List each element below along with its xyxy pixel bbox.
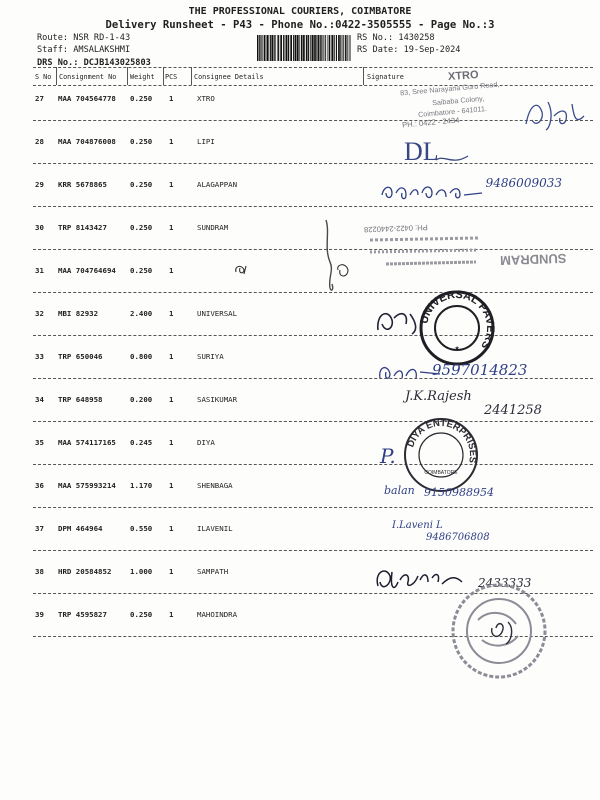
row-sno: 34 [35,395,44,404]
rs-date: RS Date: 19-Sep-2024 [357,45,461,55]
row-sno: 35 [35,438,44,447]
barcode-bar [274,35,275,61]
barcode-bar [343,35,344,61]
barcode-bar [285,35,286,61]
handwriting-row34-name: J.K.Rajesh [405,389,472,404]
barcode-bar [261,35,262,61]
row-divider [33,249,593,250]
col-header-consignee: Consignee Details [194,73,264,81]
row-divider [33,163,593,164]
barcode-bar [314,35,316,61]
col-header-signature: Signature [367,73,404,81]
barcode-bar [301,35,303,61]
route-label: Route: NSR RD-1-43 [37,33,131,43]
xtro-stamp-line1: 83, Sree Narayana Guru Road, [399,79,500,98]
row-pcs: 1 [169,223,174,232]
barcode-bar [331,35,333,61]
barcode-bar [346,35,347,61]
drs-number: DRS No.: DCJB143025803 [37,58,151,68]
svg-text:★: ★ [454,343,460,352]
mark-row31-b [334,262,352,280]
row-sno: 31 [35,266,44,275]
barcode-bar [329,35,331,61]
round-seal-stamp [448,580,550,682]
row-pcs: 1 [169,481,174,490]
mark-row31 [232,262,252,276]
barcode-bar [275,35,276,61]
handwriting-row37-name: I.Laveni L [392,520,443,531]
svg-text:UNIVERSAL PAVERS [418,289,496,351]
row-consignee: SHENBAGA [197,481,233,490]
row-weight: 0.550 [130,524,153,533]
row-consignment: MBI 82932 [58,309,99,318]
handwriting-row28: DL [404,137,439,166]
row-divider [33,550,593,551]
barcode-bar [310,35,311,61]
barcode-bar [316,35,317,61]
barcode-bar [280,35,282,61]
handwriting-row33: 9597014823 [432,361,528,379]
col-sep [163,67,164,85]
row-consignee: ALAGAPPAN [197,180,238,189]
col-header-pcs: PCS [165,73,178,81]
row-divider [33,335,593,336]
row-weight: 0.200 [130,395,153,404]
row-consignee: ILAVENIL [197,524,233,533]
row-consignment: MAA 704876008 [58,137,116,146]
row-consignee: SASIKUMAR [197,395,238,404]
row-pcs: 1 [169,438,174,447]
handwriting-row36-name: balan [384,484,415,497]
barcode-bar [299,35,300,61]
xtro-stamp-phone: PH.: 0422 - 2434 [401,115,460,130]
row-consignment: TRP 650046 [58,352,103,361]
row-consignment: MAA 704764694 [58,266,116,275]
universal-stamp-text: UNIVERSAL PAVERS [418,288,497,352]
handwriting-row38-number: 2433333 [478,576,532,590]
barcode-bar [334,35,335,61]
row-divider [33,464,593,465]
row-consignment: MAA 575993214 [58,481,116,490]
barcode-bar [325,35,326,61]
row-consignee: DIYA [197,438,215,447]
row-consignment: HRD 20584852 [58,567,112,576]
row-divider [33,507,593,508]
row-sno: 37 [35,524,44,533]
row-consignment: TRP 8143427 [58,223,107,232]
barcode-bar [321,35,322,61]
row-weight: 0.800 [130,352,153,361]
row-sno: 33 [35,352,44,361]
row-divider [33,292,593,293]
col-header-sno: S No [35,73,52,81]
sundram-stamp-name: SUNDRAM [499,250,567,269]
col-sep [127,67,128,85]
handwriting-row29: 9486009033 [485,176,562,190]
row-consignee: XTRO [197,94,215,103]
signature-row30-stroke [318,218,340,298]
row-weight: 0.250 [130,223,153,232]
barcode-bar [270,35,271,61]
staff-label: Staff: AMSALAKSHMI [37,45,131,55]
row-pcs: 1 [169,94,174,103]
rs-number: RS No.: 1430258 [357,33,435,43]
barcode [257,35,351,61]
barcode-bar [288,35,290,61]
row-pcs: 1 [169,567,174,576]
row-weight: 0.245 [130,438,153,447]
sundram-stamp-lines [366,230,486,280]
signature-row29 [378,181,488,203]
row-weight: 0.250 [130,266,153,275]
row-sno: 30 [35,223,44,232]
barcode-bar [297,35,299,61]
barcode-bar [308,35,309,61]
barcode-bar [283,35,284,61]
barcode-bar [312,35,314,61]
barcode-bar [260,35,261,61]
barcode-bar [259,35,260,61]
row-consignee: SUNDRAM [197,223,229,232]
col-sep [191,67,192,85]
barcode-bar [267,35,269,61]
handwriting-row35: P. [380,444,396,468]
diya-enterprises-stamp [400,416,482,494]
row-consignee: SAMPATH [197,567,229,576]
row-divider [33,421,593,422]
handwriting-row37-number: 9486706808 [426,532,490,543]
row-pcs: 1 [169,395,174,404]
row-consignee: MAHOINDRA [197,610,238,619]
row-divider [33,206,593,207]
row-pcs: 1 [169,180,174,189]
signature-row27 [520,94,592,136]
header-rule-bottom [33,85,593,86]
svg-text:DIYA ENTERPRISES [405,418,478,464]
row-weight: 0.250 [130,137,153,146]
col-header-weight: Weight [130,73,155,81]
barcode-bar [257,35,258,61]
row-pcs: 1 [169,137,174,146]
row-consignment: TRP 4595827 [58,610,107,619]
barcode-bar [349,35,350,61]
header-rule-top [33,67,593,68]
barcode-bar [266,35,267,61]
xtro-stamp-line3: Coimbatore - 641011. [417,104,488,119]
col-sep [363,67,364,85]
sundram-stamp-phone: PH: 0422-2440228 [363,222,428,235]
barcode-bar [303,35,305,61]
row-weight: 1.000 [130,567,153,576]
row-consignment: KRR 5678865 [58,180,107,189]
barcode-bar [345,35,346,61]
xtro-stamp-name: XTRO [447,68,479,84]
barcode-bar [336,35,337,61]
row-sno: 36 [35,481,44,490]
row-weight: 0.250 [130,94,153,103]
barcode-bar [295,35,297,61]
row-pcs: 1 [169,610,174,619]
universal-pavers-stamp [412,288,502,368]
row-pcs: 1 [169,266,174,275]
diya-stamp-text: DIYA ENTERPRISES [405,417,479,464]
barcode-bar [271,35,273,61]
row-weight: 0.250 [130,180,153,189]
row-divider [33,120,593,121]
row-sno: 27 [35,94,44,103]
row-sno: 38 [35,567,44,576]
xtro-stamp-line2: Saibaba Colony, [431,93,485,108]
row-consignment: DPM 464964 [58,524,103,533]
signature-row28-tail [434,150,470,170]
barcode-bar [277,35,278,61]
barcode-bar [293,35,294,61]
row-pcs: 1 [169,352,174,361]
barcode-bar [306,35,308,61]
barcode-bar [327,35,328,61]
row-consignment: MAA 704564778 [58,94,116,103]
row-sno: 39 [35,610,44,619]
row-consignment: MAA 574117165 [58,438,116,447]
row-sno: 32 [35,309,44,318]
barcode-bar [286,35,287,61]
barcode-bar [338,35,340,61]
col-header-consignment: Consignment No [59,73,117,81]
company-title: THE PROFESSIONAL COURIERS, COIMBATORE [188,6,412,17]
signature-row32 [372,300,422,340]
handwriting-row34-number: 2441258 [484,403,542,418]
row-weight: 1.170 [130,481,153,490]
row-consignee: SURIYA [197,352,224,361]
barcode-bar [264,35,266,61]
col-sep [56,67,57,85]
row-consignment: TRP 648958 [58,395,103,404]
barcode-bar [317,35,319,61]
row-sno: 29 [35,180,44,189]
handwriting-row36-number: 9150988954 [424,486,494,499]
row-weight: 0.250 [130,610,153,619]
row-pcs: 1 [169,524,174,533]
row-consignee: UNIVERSAL [197,309,238,318]
row-sno: 28 [35,137,44,146]
diya-stamp-city: COIMBATORE [424,470,458,476]
barcode-bar [340,35,341,61]
row-pcs: 1 [169,309,174,318]
barcode-bar [278,35,279,61]
barcode-bar [320,35,321,61]
barcode-bar [350,35,351,61]
barcode-bar [290,35,292,61]
row-weight: 2.400 [130,309,153,318]
runsheet-title: Delivery Runsheet - P43 - Phone No.:0422-3505555 - Page No.:3 [105,19,495,31]
barcode-bar [323,35,324,61]
row-consignee: LIPI [197,137,215,146]
